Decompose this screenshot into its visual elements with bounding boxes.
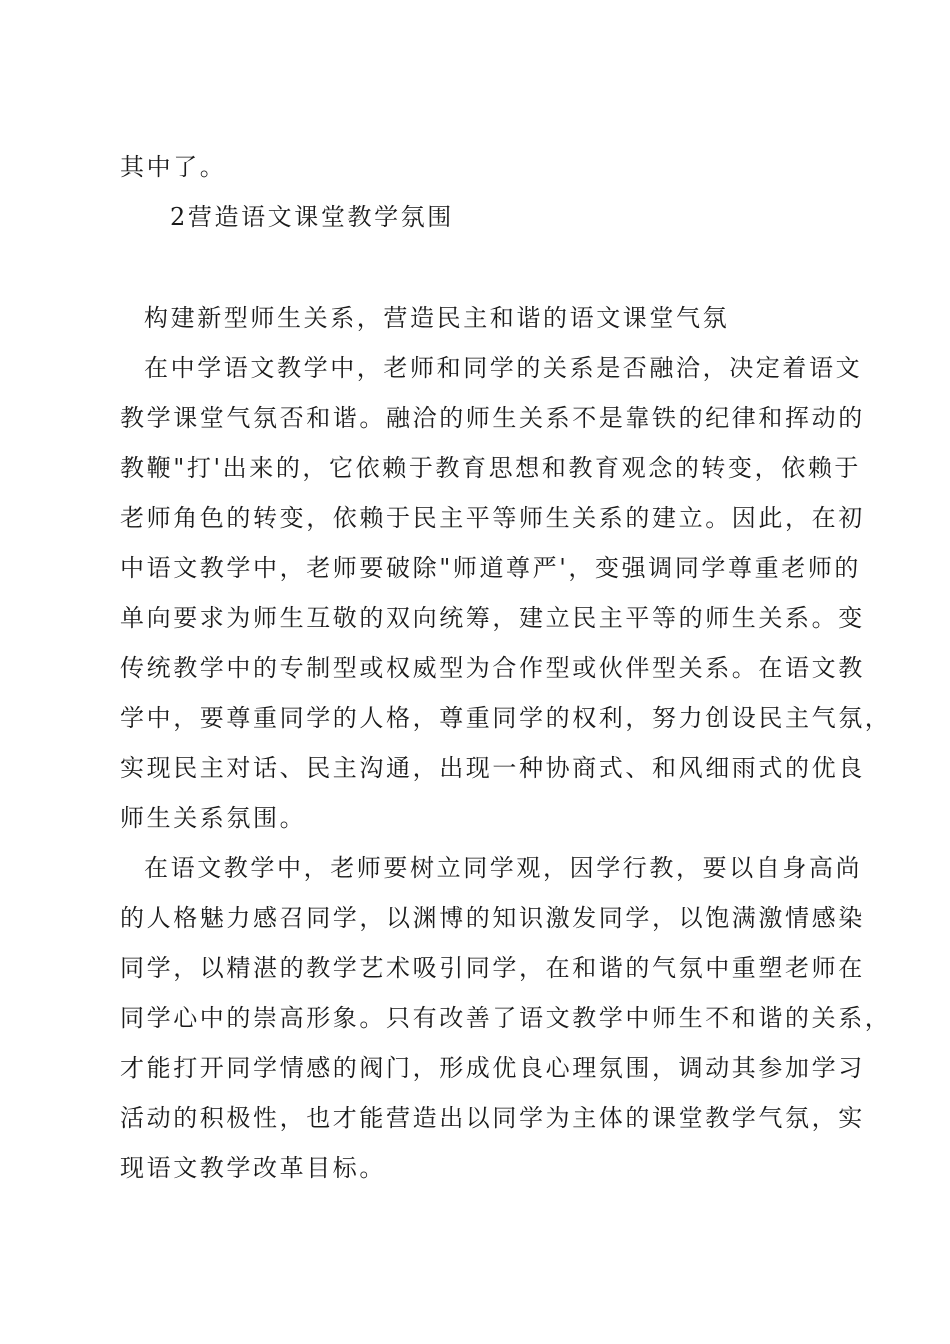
text-line: 实现民主对话、民主沟通，出现一种协商式、和风细雨式的优良	[120, 754, 865, 782]
text-line: 教学课堂气氛否和谐。融洽的师生关系不是靠铁的纪律和挥动的	[120, 404, 865, 432]
subheading: 构建新型师生关系，营造民主和谐的语文课堂气氛	[144, 304, 730, 332]
text-line: 的人格魅力感召同学，以渊博的知识激发同学，以饱满激情感染	[120, 904, 865, 932]
text-line: 中语文教学中，老师要破除"师道尊严'，变强调同学尊重老师的	[120, 554, 862, 582]
text-line: 师生关系氛围。	[120, 804, 307, 832]
text-line: 在中学语文教学中，老师和同学的关系是否融洽，决定着语文	[144, 354, 863, 382]
text-line: 学中，要尊重同学的人格，尊重同学的权利，努力创设民主气氛，	[120, 704, 892, 732]
text-line: 现语文教学改革目标。	[120, 1154, 386, 1182]
text-line: 活动的积极性，也才能营造出以同学为主体的课堂教学气氛，实	[120, 1104, 865, 1132]
text-line: 同学心中的崇高形象。只有改善了语文教学中师生不和谐的关系，	[120, 1004, 892, 1032]
section-heading: 2营造语文课堂教学氛围	[170, 203, 454, 231]
text-line: 其中了。	[120, 153, 227, 181]
text-line: 老师角色的转变，依赖于民主平等师生关系的建立。因此，在初	[120, 504, 865, 532]
text-line: 教鞭"打'出来的，它依赖于教育思想和教育观念的转变，依赖于	[120, 454, 862, 482]
text-line: 同学，以精湛的教学艺术吸引同学，在和谐的气氛中重塑老师在	[120, 954, 865, 982]
text-line: 才能打开同学情感的阀门，形成优良心理氛围，调动其参加学习	[120, 1054, 865, 1082]
text-line: 单向要求为师生互敬的双向统筹，建立民主平等的师生关系。变	[120, 604, 865, 632]
text-line: 在语文教学中，老师要树立同学观，因学行教，要以自身高尚	[144, 854, 863, 882]
text-line: 传统教学中的专制型或权威型为合作型或伙伴型关系。在语文教	[120, 654, 865, 682]
